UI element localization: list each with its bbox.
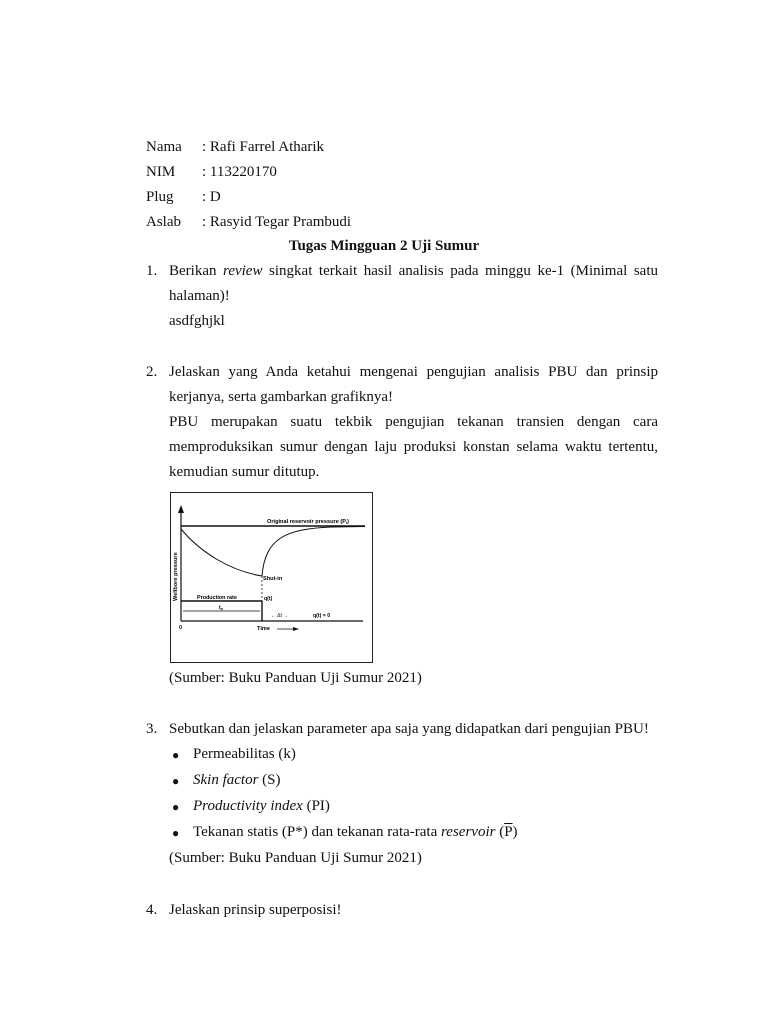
bullet-icon: ●: [172, 826, 180, 840]
nim-label: NIM: [146, 164, 176, 180]
nim-row: [146, 163, 277, 181]
bullet-icon: ●: [172, 748, 180, 762]
pbu-chart: [171, 493, 372, 662]
time-label: Time: [257, 626, 270, 632]
q3-bullet-productivity-index: [193, 798, 330, 815]
document-title: Tugas Mingguan 2 Uji Sumur: [288, 238, 480, 254]
pressure-text: Tekanan statis (P*) dan tekanan rata-rata: [193, 824, 442, 840]
plug-row: [146, 188, 221, 206]
aslab-row: [146, 213, 351, 231]
bullet-icon: ●: [172, 774, 180, 788]
pbu-figure: [170, 492, 373, 663]
q2-answer-line1: PBU merupakan suatu tekbik pengujian tekanan transien dengan cara: [169, 414, 658, 430]
q1-text-b: singkat terkait hasil analisis pada minggu ke-1 (Minimal satu: [262, 263, 659, 279]
name-row: [146, 138, 324, 156]
bullet-icon: ●: [172, 800, 180, 814]
q1-text-a: Berikan: [169, 263, 224, 279]
q1-italic-review: review: [223, 263, 263, 279]
q1-line1: [169, 263, 658, 280]
plug-value: : D: [202, 189, 221, 205]
reservoir-italic: reservoir: [441, 824, 496, 840]
skin-factor-symbol: (S): [258, 772, 281, 788]
y-axis-label: Wellbore pressure: [173, 552, 179, 601]
q3-number: 3.: [146, 721, 158, 737]
plug-label: Plug: [146, 189, 174, 205]
q2-number: 2.: [146, 364, 158, 380]
original-pressure-label: Original reservoir pressure (Pi): [267, 519, 349, 525]
q2-answer-line3: kemudian sumur ditutup.: [169, 464, 320, 480]
y-axis-arrow: [178, 505, 184, 513]
drawdown-curve: [181, 529, 262, 576]
q1-line2: halaman)!: [169, 288, 230, 304]
q4-number: 4.: [146, 902, 158, 918]
name-label: Nama: [146, 139, 182, 155]
q2-line2: kerjanya, serta gambarkan grafiknya!: [169, 389, 394, 405]
q-t-label: q(t): [264, 596, 273, 602]
pressure-close-paren: ): [512, 824, 518, 840]
buildup-curve: [262, 527, 365, 577]
q-zero-label: q(t) = 0: [313, 613, 331, 619]
aslab-value: : Rasyid Tegar Prambudi: [202, 214, 352, 230]
skin-factor-italic: Skin factor: [193, 772, 259, 788]
p-bar-symbol: $\overline{P}$: [504, 824, 513, 840]
q2-line1: Jelaskan yang Anda ketahui mengenai pengujian analisis PBU dan prinsip: [169, 364, 658, 380]
name-value: : Rafi Farrel Atharik: [202, 139, 325, 155]
aslab-label: Aslab: [146, 214, 181, 230]
q2-answer-line2: memproduksikan sumur dengan laju produksi konstan selama waktu tertentu,: [169, 439, 658, 455]
q3-bullet-permeability: Permeabilitas (k): [193, 746, 296, 762]
productivity-index-symbol: (PI): [302, 798, 330, 814]
origin-label: 0: [179, 625, 182, 631]
q3-bullet-skin-factor: [193, 772, 281, 789]
production-rate-label: Production rate: [197, 595, 237, 601]
q2-source: (Sumber: Buku Panduan Uji Sumur 2021): [169, 670, 422, 686]
tp-label: $t_p$: [219, 605, 223, 611]
q1-answer: asdfghjkl: [169, 313, 225, 329]
delta-t-label: ← Δt →: [271, 613, 289, 619]
time-arrow-head: [293, 627, 299, 631]
q3-bullet-pressure: [193, 824, 518, 841]
productivity-index-italic: Productivity index: [193, 798, 303, 814]
nim-value: : 113220170: [202, 164, 277, 180]
q3-source: (Sumber: Buku Panduan Uji Sumur 2021): [169, 850, 422, 866]
q4-line1: Jelaskan prinsip superposisi!: [169, 902, 342, 918]
shut-in-label: Shut-in: [263, 576, 283, 582]
q3-line1: Sebutkan dan jelaskan parameter apa saja yang didapatkan dari pengujian PBU!: [169, 721, 649, 737]
q1-number: 1.: [146, 263, 158, 279]
pressure-open-paren: (: [495, 824, 505, 840]
